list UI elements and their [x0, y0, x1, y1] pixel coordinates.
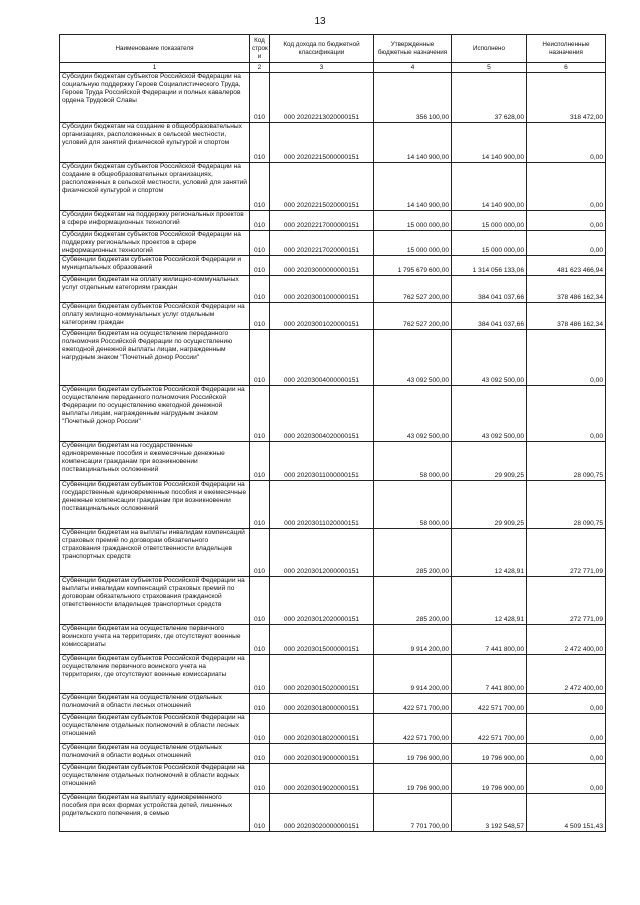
- row-income-code: 000 20203020000000151: [270, 794, 374, 832]
- row-executed-amount: 19 796 900,00: [452, 744, 527, 764]
- row-name: Субвенции бюджетам на выплату единовременного пособия при всех формах устройства детей, лишенных родительского попечения, в семью: [60, 794, 250, 832]
- row-approved-amount: 58 000,00: [374, 442, 452, 481]
- table-row: [60, 655, 606, 694]
- row-name: Субвенции бюджетам субъектов Российской Федерации на осуществление первичного воинского учета на территориях, где отсутствуют военные комиссариаты: [60, 655, 250, 694]
- row-name: Субвенции бюджетам субъектов Российской Федерации на осуществление отдельных полномочий в области лесных отношений: [60, 714, 250, 744]
- row-executed-amount: 15 000 000,00: [452, 231, 527, 256]
- row-approved-amount: 19 796 900,00: [374, 744, 452, 764]
- row-name: Субвенции бюджетам субъектов Российской Федерации и муниципальных образований: [60, 256, 250, 276]
- row-line-code: 010: [250, 744, 270, 764]
- row-line-code: 010: [250, 625, 270, 655]
- row-income-code: 000 20202215020000151: [270, 163, 374, 211]
- row-income-code: 000 20203001000000151: [270, 276, 374, 303]
- row-unexecuted-amount: 0,00: [527, 163, 606, 211]
- row-unexecuted-amount: 0,00: [527, 694, 606, 714]
- header-line-code: Код строк и: [250, 35, 270, 63]
- row-income-code: 000 20203018020000151: [270, 714, 374, 744]
- row-name: Субвенции бюджетам на осуществление отдельных полномочий в области водных отношений: [60, 744, 250, 764]
- row-approved-amount: 1 795 679 600,00: [374, 256, 452, 276]
- row-approved-amount: 43 092 500,00: [374, 330, 452, 386]
- row-unexecuted-amount: 0,00: [527, 330, 606, 386]
- row-line-code: 010: [250, 211, 270, 231]
- row-income-code: 000 20203015020000151: [270, 655, 374, 694]
- row-approved-amount: 356 100,00: [374, 73, 452, 123]
- row-unexecuted-amount: 4 509 151,43: [527, 794, 606, 832]
- row-name: Субвенции бюджетам субъектов Российской Федерации на государственные единовременные пособия и ежемесячные денежные компенсации гражданам при возникновении поствакцинальных осложнений: [60, 481, 250, 529]
- row-line-code: 010: [250, 714, 270, 744]
- row-income-code: 000 20203011020000151: [270, 481, 374, 529]
- row-executed-amount: 12 428,91: [452, 529, 527, 577]
- row-name: Субсидии бюджетам на создание в общеобразовательных организациях, расположенных в сельской местности, условий для занятий физической культурой и спортом: [60, 123, 250, 163]
- row-line-code: 010: [250, 256, 270, 276]
- row-unexecuted-amount: 0,00: [527, 123, 606, 163]
- row-income-code: 000 20202217020000151: [270, 231, 374, 256]
- table-row: [60, 577, 606, 625]
- row-unexecuted-amount: 2 472 400,00: [527, 655, 606, 694]
- table-row: [60, 330, 606, 386]
- row-name: Субвенции бюджетам субъектов Российской Федерации на осуществление переданного полномочия Российской Федерации по осуществлению ежегодной денежной выплаты лицам, награжденным нагрудным знаком "Почетный донор России": [60, 386, 250, 442]
- row-approved-amount: 15 000 000,00: [374, 211, 452, 231]
- row-approved-amount: 14 140 900,00: [374, 123, 452, 163]
- row-name: Субсидии бюджетам субъектов Российской Федерации на поддержку региональных проектов в сфере информационных технологий: [60, 231, 250, 256]
- table-row: [60, 694, 606, 714]
- table-row: [60, 211, 606, 231]
- row-unexecuted-amount: 0,00: [527, 386, 606, 442]
- table-row: [60, 714, 606, 744]
- header-executed: Исполнено: [452, 35, 527, 63]
- row-unexecuted-amount: 2 472 400,00: [527, 625, 606, 655]
- row-approved-amount: 15 000 000,00: [374, 231, 452, 256]
- row-unexecuted-amount: 0,00: [527, 211, 606, 231]
- row-approved-amount: 43 092 500,00: [374, 386, 452, 442]
- table-row: [60, 276, 606, 303]
- row-executed-amount: 15 000 000,00: [452, 211, 527, 231]
- row-name: Субсидии бюджетам на поддержку региональных проектов в сфере информационных технологий: [60, 211, 250, 231]
- row-unexecuted-amount: 378 486 162,34: [527, 303, 606, 330]
- table-row: [60, 163, 606, 211]
- row-executed-amount: 14 140 900,00: [452, 123, 527, 163]
- table-row: [60, 529, 606, 577]
- row-approved-amount: 9 914 200,00: [374, 655, 452, 694]
- row-executed-amount: 29 909,25: [452, 442, 527, 481]
- row-executed-amount: 7 441 800,00: [452, 625, 527, 655]
- column-number: 5: [452, 63, 527, 73]
- header-approved: Утвержденные бюджетные назначения: [374, 35, 452, 63]
- header-income-code: Код дохода по бюджетной классификации: [270, 35, 374, 63]
- table-row: [60, 231, 606, 256]
- table-row: [60, 386, 606, 442]
- row-name: Субвенции бюджетам на осуществление переданного полномочия Российской Федерации по осуществлению ежегодной денежной выплаты лицам, награжденным нагрудным знаком "Почетный донор России": [60, 330, 250, 386]
- row-line-code: 010: [250, 442, 270, 481]
- budget-table: [59, 34, 606, 832]
- row-approved-amount: 285 200,00: [374, 577, 452, 625]
- row-line-code: 010: [250, 330, 270, 386]
- row-approved-amount: 285 200,00: [374, 529, 452, 577]
- row-unexecuted-amount: 481 623 466,94: [527, 256, 606, 276]
- row-unexecuted-amount: 318 472,00: [527, 73, 606, 123]
- table-row: [60, 73, 606, 123]
- row-approved-amount: 7 701 700,00: [374, 794, 452, 832]
- row-line-code: 010: [250, 655, 270, 694]
- row-approved-amount: 422 571 700,00: [374, 694, 452, 714]
- row-income-code: 000 20203000000000151: [270, 256, 374, 276]
- header-row: [60, 35, 606, 63]
- row-executed-amount: 37 628,00: [452, 73, 527, 123]
- row-executed-amount: 19 796 900,00: [452, 764, 527, 794]
- row-line-code: 010: [250, 481, 270, 529]
- row-name: Субвенции бюджетам субъектов Российской Федерации на выплаты инвалидам компенсаций страховых премий по договорам обязательного страхования гражданской ответственности владельцев транспортных средств: [60, 577, 250, 625]
- row-line-code: 010: [250, 73, 270, 123]
- row-executed-amount: 7 441 800,00: [452, 655, 527, 694]
- row-line-code: 010: [250, 794, 270, 832]
- column-numbers-row: [60, 63, 606, 73]
- row-line-code: 010: [250, 123, 270, 163]
- row-income-code: 000 20203019020000151: [270, 764, 374, 794]
- row-approved-amount: 58 000,00: [374, 481, 452, 529]
- row-approved-amount: 422 571 700,00: [374, 714, 452, 744]
- column-number: 1: [60, 63, 250, 73]
- row-income-code: 000 20202217000000151: [270, 211, 374, 231]
- row-income-code: 000 20203001020000151: [270, 303, 374, 330]
- row-name: Субвенции бюджетам субъектов Российской Федерации на осуществление отдельных полномочий в области водных отношений: [60, 764, 250, 794]
- table-row: [60, 442, 606, 481]
- column-number: 6: [527, 63, 606, 73]
- row-unexecuted-amount: 378 486 162,34: [527, 276, 606, 303]
- row-unexecuted-amount: 272 771,09: [527, 529, 606, 577]
- row-approved-amount: 19 796 900,00: [374, 764, 452, 794]
- row-unexecuted-amount: 0,00: [527, 231, 606, 256]
- row-executed-amount: 384 041 037,66: [452, 303, 527, 330]
- row-income-code: 000 20202215000000151: [270, 123, 374, 163]
- row-name: Субсидии бюджетам субъектов Российской Федерации на социальную поддержку Героев Социалистического Труда, Героев Труда Российской Федерации и полных кавалеров ордена Трудовой Славы: [60, 73, 250, 123]
- row-unexecuted-amount: 0,00: [527, 744, 606, 764]
- row-name: Субсидии бюджетам субъектов Российской Федерации на создание в общеобразовательных организациях, расположенных в сельской местности, условий для занятий физической культурой и спортом: [60, 163, 250, 211]
- row-line-code: 010: [250, 276, 270, 303]
- table-row: [60, 625, 606, 655]
- row-approved-amount: 762 527 200,00: [374, 276, 452, 303]
- row-name: Субвенции бюджетам на выплаты инвалидам компенсаций страховых премий по договорам обязательного страхования гражданской ответственности владельцев транспортных средств: [60, 529, 250, 577]
- row-executed-amount: 384 041 037,66: [452, 276, 527, 303]
- row-income-code: 000 20203012020000151: [270, 577, 374, 625]
- table-row: [60, 481, 606, 529]
- row-executed-amount: 3 192 548,57: [452, 794, 527, 832]
- row-executed-amount: 12 428,91: [452, 577, 527, 625]
- header-name: Наименование показателя: [60, 35, 250, 63]
- row-income-code: 000 20203019000000151: [270, 744, 374, 764]
- row-executed-amount: 43 092 500,00: [452, 330, 527, 386]
- row-name: Субвенции бюджетам на осуществление отдельных полномочий в области лесных отношений: [60, 694, 250, 714]
- row-line-code: 010: [250, 694, 270, 714]
- row-line-code: 010: [250, 303, 270, 330]
- row-unexecuted-amount: 28 090,75: [527, 481, 606, 529]
- row-executed-amount: 1 314 056 133,06: [452, 256, 527, 276]
- table-row: [60, 794, 606, 832]
- row-executed-amount: 14 140 900,00: [452, 163, 527, 211]
- table-row: [60, 764, 606, 794]
- row-unexecuted-amount: 0,00: [527, 714, 606, 744]
- row-line-code: 010: [250, 231, 270, 256]
- row-executed-amount: 422 571 700,00: [452, 714, 527, 744]
- column-number: 3: [270, 63, 374, 73]
- row-name: Субвенции бюджетам на оплату жилищно-коммунальных услуг отдельным категориям граждан: [60, 276, 250, 303]
- row-unexecuted-amount: 0,00: [527, 764, 606, 794]
- row-executed-amount: 29 909,25: [452, 481, 527, 529]
- row-income-code: 000 20203012000000151: [270, 529, 374, 577]
- row-approved-amount: 9 914 200,00: [374, 625, 452, 655]
- row-line-code: 010: [250, 764, 270, 794]
- header-unexecuted: Неисполненные назначения: [527, 35, 606, 63]
- table-row: [60, 303, 606, 330]
- row-unexecuted-amount: 28 090,75: [527, 442, 606, 481]
- table-row: [60, 256, 606, 276]
- row-income-code: 000 20203018000000151: [270, 694, 374, 714]
- row-income-code: 000 20203004000000151: [270, 330, 374, 386]
- row-name: Субвенции бюджетам на осуществление первичного воинского учета на территориях, где отсутствуют военные комиссариаты: [60, 625, 250, 655]
- row-line-code: 010: [250, 386, 270, 442]
- column-number: 2: [250, 63, 270, 73]
- page-number: 13: [314, 16, 326, 27]
- row-approved-amount: 14 140 900,00: [374, 163, 452, 211]
- row-name: Субвенции бюджетам субъектов Российской Федерации на оплату жилищно-коммунальных услуг отдельным категориям граждан: [60, 303, 250, 330]
- row-name: Субвенции бюджетам на государственные единовременные пособия и ежемесячные денежные компенсации гражданам при возникновении поствакцинальных осложнений: [60, 442, 250, 481]
- row-executed-amount: 43 092 500,00: [452, 386, 527, 442]
- row-approved-amount: 762 527 200,00: [374, 303, 452, 330]
- table-row: [60, 744, 606, 764]
- row-income-code: 000 20203004020000151: [270, 386, 374, 442]
- row-unexecuted-amount: 272 771,09: [527, 577, 606, 625]
- row-income-code: 000 20203015000000151: [270, 625, 374, 655]
- row-income-code: 000 20203011000000151: [270, 442, 374, 481]
- table-row: [60, 123, 606, 163]
- row-line-code: 010: [250, 577, 270, 625]
- column-number: 4: [374, 63, 452, 73]
- row-line-code: 010: [250, 529, 270, 577]
- row-line-code: 010: [250, 163, 270, 211]
- row-executed-amount: 422 571 700,00: [452, 694, 527, 714]
- row-income-code: 000 20202213020000151: [270, 73, 374, 123]
